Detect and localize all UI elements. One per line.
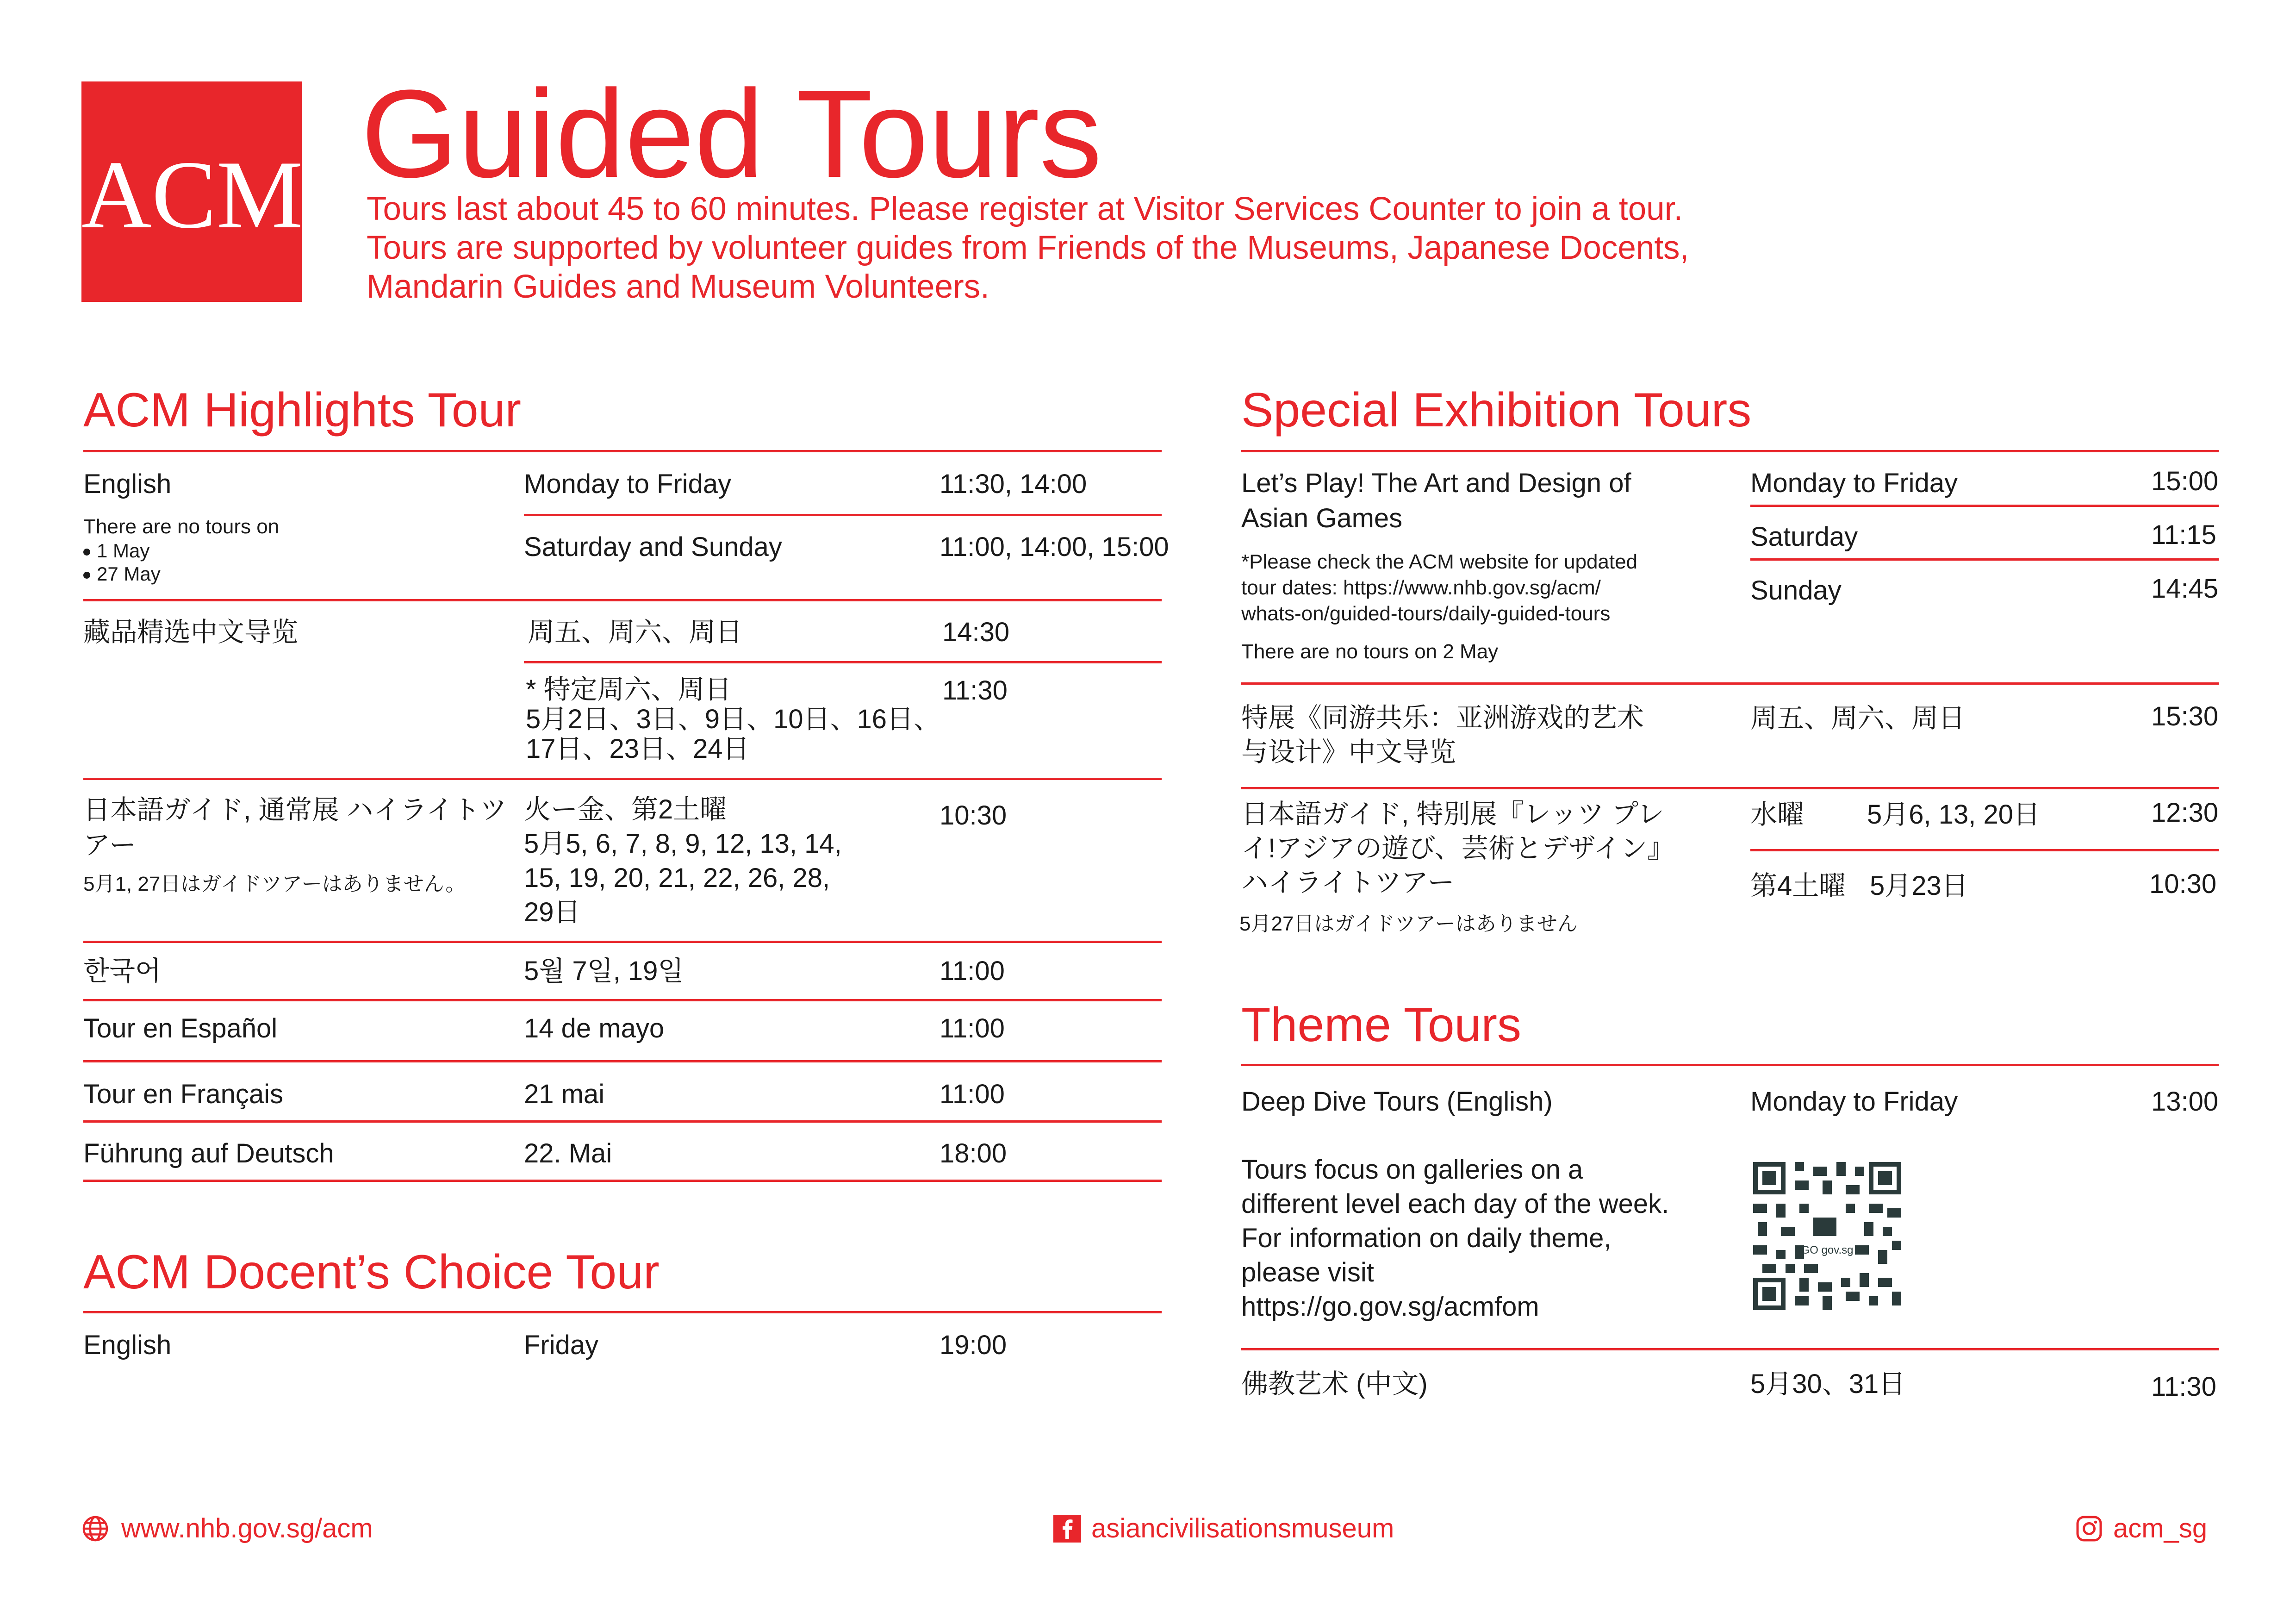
special-chinese-title: 特展《同游共乐：亚洲游戏的艺术 与设计》中文导览 (1241, 703, 1644, 767)
divider (1750, 558, 2219, 561)
intro-text (367, 190, 1940, 306)
highlights-korean-language: 한국어 (83, 956, 162, 986)
divider (1241, 787, 2219, 789)
schedule-time: 15:00 (2151, 466, 2219, 496)
schedule-day: * 特定周六、周日 5月2日、3日、9日、10日、16日、 17日、23日、24日 (526, 675, 941, 764)
divider (1750, 849, 2219, 851)
divider (83, 599, 1162, 601)
intro-line: Mandarin Guides and Museum Volunteers. (367, 269, 989, 305)
facebook-icon (1053, 1515, 1081, 1543)
schedule-day: 14 de mayo (524, 1013, 665, 1043)
highlights-heading: ACM Highlights Tour (83, 383, 522, 437)
schedule-day: 水曜 (1750, 800, 1804, 830)
schedule-day: 火ー金、第2土曜 5月5, 6, 7, 8, 9, 12, 13, 14, 15, 19, 20, 21, 22, 26, 28, 29日 (524, 794, 842, 927)
schedule-time: 10:30 (940, 800, 1007, 831)
instagram-icon (2075, 1515, 2103, 1543)
schedule-day: Saturday and Sunday (524, 532, 782, 562)
divider (83, 450, 1162, 452)
divider (83, 778, 1162, 780)
schedule-time: 18:00 (940, 1138, 1007, 1168)
highlights-japanese-language: 日本語ガイド, 通常展 ハイライトツ アー (83, 795, 507, 860)
divider (83, 1120, 1162, 1123)
schedule-dates: 5月23日 (1870, 871, 1968, 901)
special-heading: Special Exhibition Tours (1241, 383, 1752, 437)
schedule-day: Monday to Friday (524, 469, 732, 499)
buddhist-title: 佛教艺术 (中文) (1241, 1369, 1428, 1399)
schedule-time: 11:15 (2151, 520, 2216, 550)
special-japanese-note: 5月27日はガイドツアーはありません (1239, 912, 1578, 935)
instagram-link[interactable]: acm_sg (2113, 1513, 2208, 1543)
acm-logo (81, 81, 302, 302)
highlights-german-language: Führung auf Deutsch (83, 1138, 334, 1168)
schedule-time: 10:30 (2149, 869, 2217, 899)
letsplay-note: *Please check the ACM website for updated tour dates: https://www.nhb.gov.sg/acm/ whats-on/guided-tours/daily-guided-tours (1241, 550, 1638, 625)
schedule-time: 15:30 (2151, 701, 2219, 731)
schedule-dates: 5月6, 13, 20日 (1867, 800, 2040, 830)
highlights-french-language: Tour en Français (83, 1079, 283, 1109)
qr-label: GO gov.sg (1801, 1244, 1854, 1256)
intro-line: Tours are supported by volunteer guides from Friends of the Museums, Japanese Docents, (367, 230, 1689, 266)
schedule-day: Monday to Friday (1750, 1087, 1958, 1117)
schedule-day: Saturday (1750, 522, 1858, 552)
globe-icon (81, 1515, 109, 1543)
letsplay-note2: There are no tours on 2 May (1241, 640, 1499, 663)
docents-language: English (83, 1330, 172, 1360)
schedule-day: 21 mai (524, 1079, 605, 1109)
schedule-day: Sunday (1750, 575, 1842, 606)
schedule-time: 11:30 (942, 675, 1008, 706)
divider (83, 1180, 1162, 1182)
divider (524, 514, 1162, 516)
schedule-day: Friday (524, 1330, 599, 1360)
logo-text: ACM (81, 141, 303, 249)
schedule-time: 11:30 (2151, 1372, 2216, 1402)
schedule-time: 11:30, 14:00 (940, 469, 1087, 499)
divider (1241, 450, 2219, 452)
divider (83, 999, 1162, 1001)
schedule-day: 第4土曜 (1750, 871, 1846, 901)
intro-line: Tours last about 45 to 60 minutes. Please register at Visitor Services Counter to join a tour. (367, 191, 1683, 227)
schedule-time: 13:00 (2151, 1087, 2219, 1117)
schedule-time: 11:00 (940, 1079, 1005, 1109)
schedule-day: 周五、周六、周日 (1750, 703, 1966, 733)
schedule-time: 11:00 (940, 956, 1005, 986)
highlights-english-language: English (83, 469, 172, 499)
divider (83, 941, 1162, 943)
schedule-day: 5월 7일, 19일 (524, 956, 684, 986)
schedule-day: 5月30、31日 (1750, 1369, 1906, 1399)
schedule-time: 19:00 (940, 1330, 1007, 1360)
page-title: Guided Tours (361, 64, 1102, 204)
divider (1750, 505, 2219, 507)
highlights-chinese-language: 藏品精选中文导览 (83, 617, 299, 647)
divider (1241, 682, 2219, 685)
divider (83, 1311, 1162, 1313)
note-item: 1 May (83, 539, 149, 563)
facebook-link[interactable]: asiancivilisationsmuseum (1091, 1513, 1394, 1543)
schedule-day: Monday to Friday (1750, 468, 1958, 498)
schedule-time: 14:45 (2151, 574, 2219, 604)
special-japanese-title: 日本語ガイド, 特別展『レッツ プレ イ!アジアの遊び、芸術とデザイン』 ハイライトツアー (1241, 799, 1674, 898)
schedule-time: 14:30 (942, 617, 1010, 647)
highlights-spanish-language: Tour en Español (83, 1013, 278, 1043)
letsplay-title: Let’s Play! The Art and Design of Asian Games (1241, 468, 1631, 533)
theme-heading: Theme Tours (1241, 998, 1522, 1052)
deepdive-title: Deep Dive Tours (English) (1241, 1087, 1553, 1117)
qr-code-icon[interactable] (1753, 1162, 1901, 1310)
schedule-time: 11:00 (940, 1013, 1005, 1043)
schedule-time: 11:00, 14:00, 15:00 (940, 532, 1169, 562)
schedule-day: 周五、周六、周日 (528, 617, 743, 647)
divider (1241, 1348, 2219, 1350)
schedule-day: 22. Mai (524, 1138, 612, 1168)
schedule-time: 12:30 (2151, 798, 2219, 828)
deepdive-description: Tours focus on galleries on a different level each day of the week. For information on daily theme, please visit https://go.gov.sg/acmfom (1241, 1155, 1669, 1322)
divider (1241, 1064, 2219, 1066)
note-item: 27 May (83, 562, 161, 586)
docents-heading: ACM Docent’s Choice Tour (83, 1245, 660, 1299)
highlights-english-note: There are no tours on (83, 515, 280, 538)
divider (524, 661, 1162, 663)
divider (83, 1060, 1162, 1062)
website-link[interactable]: www.nhb.gov.sg/acm (121, 1513, 373, 1543)
highlights-japanese-note: 5月1, 27日はガイドツアーはありません。 (83, 873, 466, 895)
